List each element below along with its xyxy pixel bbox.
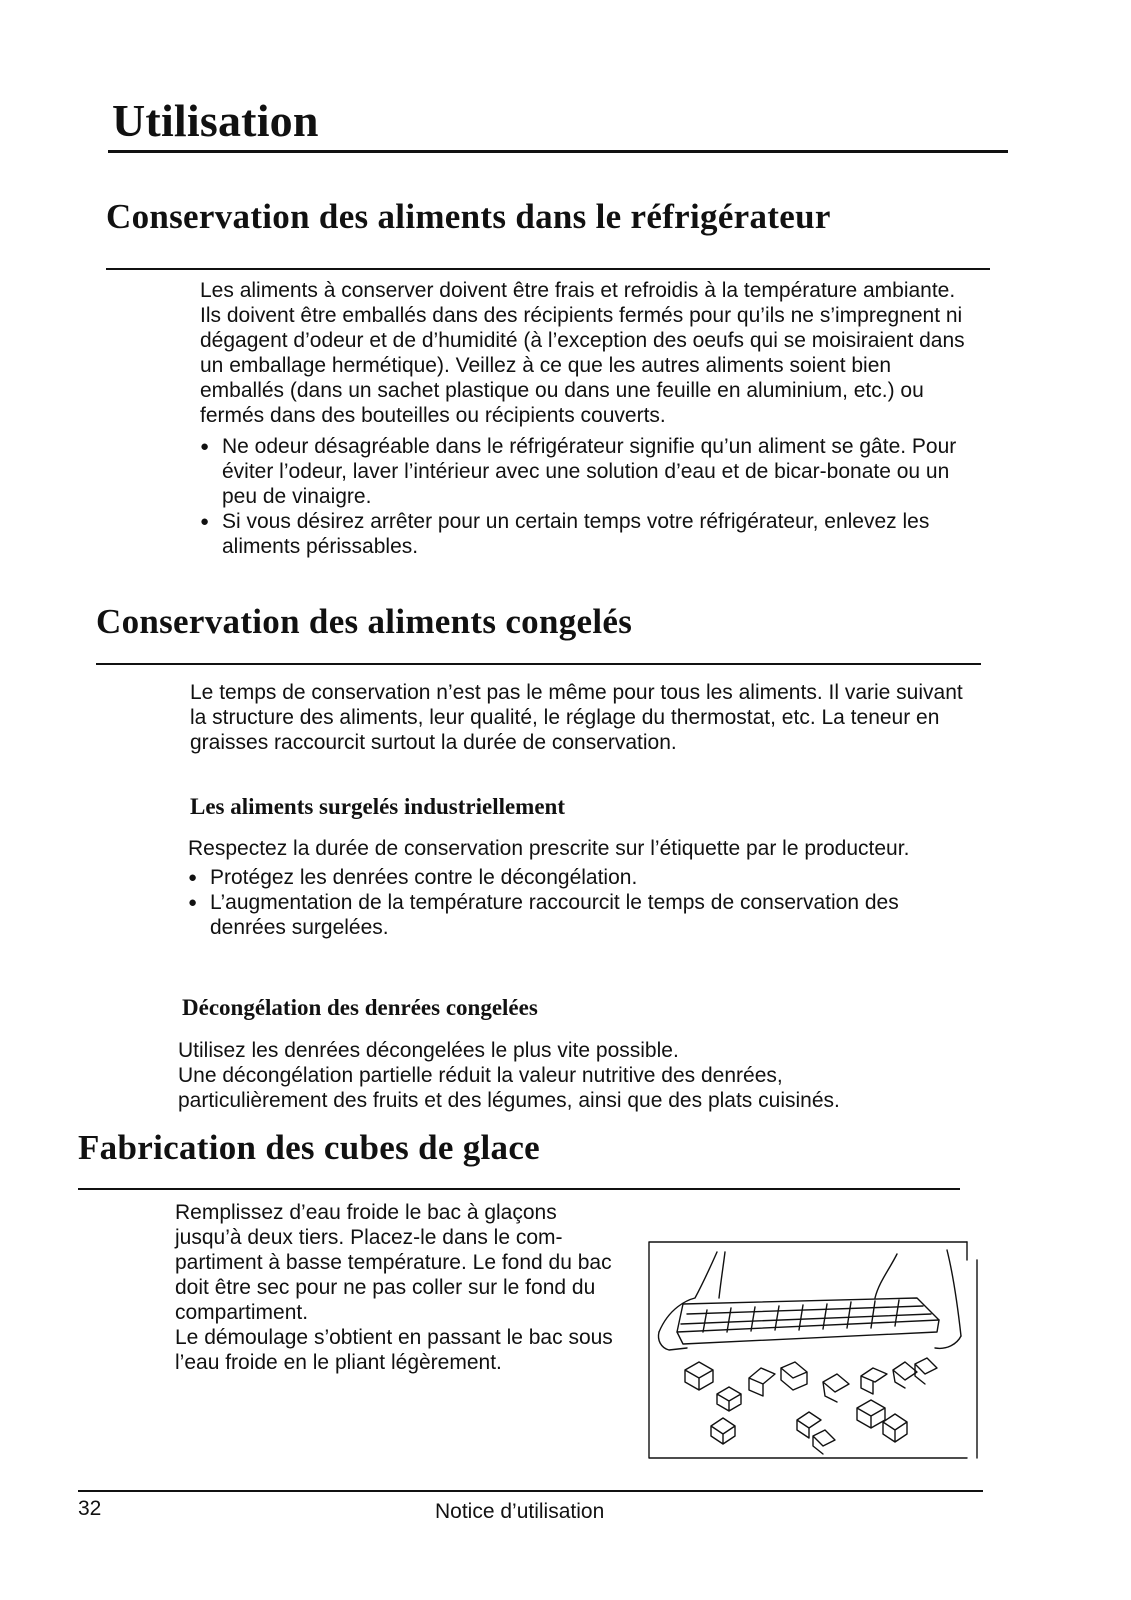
glace-line-1: Remplissez d’eau froide le bac à glaçons jusqu’à deux tiers. Placez-le dans le com-partiment à basse température. Le fond du bac doit être sec pour ne pas coller sur le fond du compartiment.: [175, 1201, 612, 1324]
section-heading-glace: Fabrication des cubes de glace: [78, 1128, 541, 1167]
footer-label: Notice d’utilisation: [435, 1500, 605, 1523]
section-body-refrigerateur: [200, 278, 975, 559]
paragraph-refrigerateur: Les aliments à conserver doivent être frais et refroidis à la température ambiante. Ils doivent être emballés dans des récipients fermés pour qu’ils ne s’impregnent ni dégagent d’odeur et de d’humidité (à l’exception des oeufs qui se moisiraient dans un emballage hermétique). Veillez à ce que les autres aliments soient bien emballés (dans un sachet plastique ou dans une feuille en aluminium, etc.) ou fermés dans des bouteilles ou récipients couverts.: [200, 279, 965, 427]
section-body-surgeles: [188, 836, 938, 940]
section-divider-glace: [78, 1188, 960, 1190]
page-title: Utilisation: [112, 95, 319, 146]
glace-line-2: Le démoulage s’obtient en passant le bac sous l’eau froide en le pliant légèrement.: [175, 1326, 613, 1374]
subheading-decongelation: Décongélation des denrées congelées: [182, 995, 538, 1020]
footer-divider: [78, 1490, 983, 1492]
section-heading-refrigerateur: Conservation des aliments dans le réfrigérateur: [106, 197, 831, 236]
bullet-item: ● Protégez les denrées contre le décongélation.: [188, 865, 938, 890]
ice-cube-tray-illustration-icon: [647, 1240, 983, 1462]
section-heading-congeles: Conservation des aliments congelés: [96, 602, 633, 641]
decongelation-line-1: Utilisez les denrées décongelées le plus vite possible.: [178, 1039, 679, 1062]
section-divider-refrigerateur: [106, 268, 990, 270]
page-number: 32: [78, 1497, 102, 1520]
bullet-item: ● Si vous désirez arrêter pour un certain temps votre réfrigérateur, enlevez les aliments périssables.: [200, 509, 975, 559]
decongelation-line-2: Une décongélation partielle réduit la valeur nutritive des denrées, particulièrement des fruits et des légumes, ainsi que des plats cuisinés.: [178, 1064, 840, 1112]
bullet-item: ● L’augmentation de la température raccourcit le temps de conservation des denrées surgelées.: [188, 890, 938, 940]
section-divider-congeles: [96, 663, 981, 665]
bullet-list-surgeles: [188, 865, 938, 940]
subheading-surgeles: Les aliments surgelés industriellement: [190, 794, 565, 819]
paragraph-surgeles: Respectez la durée de conservation prescrite sur l’étiquette par le producteur.: [188, 837, 910, 860]
section-body-glace: [175, 1200, 620, 1375]
section-body-decongelation: [178, 1038, 918, 1113]
bullet-item: ● Ne odeur désagréable dans le réfrigérateur signifie qu’un aliment se gâte. Pour éviter l’odeur, laver l’intérieur avec une solution d’eau et de bicar-bonate ou un peu de vinaigre.: [200, 434, 975, 509]
title-divider: [108, 150, 1008, 153]
bullet-list-refrigerateur: [200, 434, 975, 559]
paragraph-congeles: Le temps de conservation n’est pas le même pour tous les aliments. Il varie suivant la structure des aliments, leur qualité, le réglage du thermostat, etc. La teneur en graisses raccourcit surtout la durée de conservation.: [190, 681, 963, 754]
